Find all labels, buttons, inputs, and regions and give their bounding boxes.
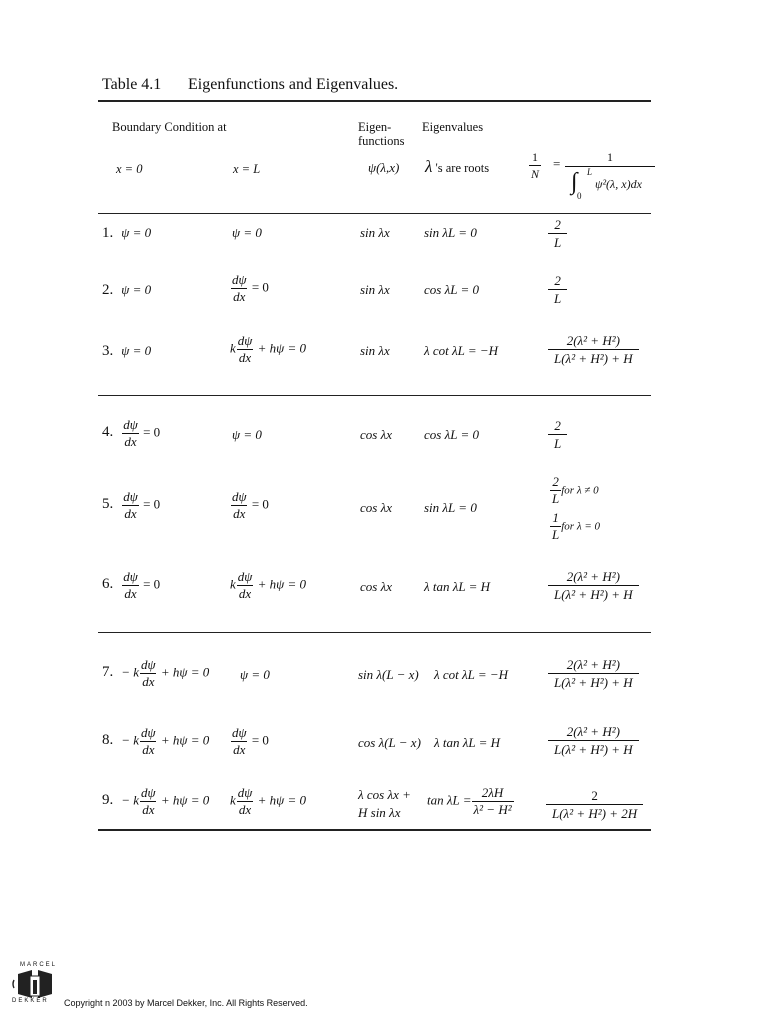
header-eigenvalues: Eigenvalues xyxy=(422,120,484,134)
norm-den: L xyxy=(548,233,567,250)
row5-bcL xyxy=(230,490,269,521)
row7-eigenvalue: λ cot λL = −H xyxy=(434,667,509,682)
bc-before: − k xyxy=(121,664,140,680)
header-boundary-condition: Boundary Condition at xyxy=(112,120,227,134)
frac-den: dx xyxy=(142,674,155,689)
norm-num: 2 xyxy=(554,217,561,232)
header-eigenfunctions: Eigen- functions xyxy=(358,120,405,148)
frac-den: dx xyxy=(142,802,155,817)
frac-num: dψ xyxy=(237,569,253,584)
logo-top-text: MARCEL xyxy=(20,962,58,968)
row3-eigenfunction: sin λx xyxy=(360,343,390,358)
row-number: 1. xyxy=(102,225,114,241)
norm-den: L(λ² + H²) + H xyxy=(548,585,639,602)
row-number: 3. xyxy=(102,343,114,359)
bc-before: k xyxy=(230,340,236,356)
norm-num: 2(λ² + H²) xyxy=(566,333,620,348)
bc0-text: ψ = 0 xyxy=(121,343,152,358)
table-title: Eigenfunctions and Eigenvalues. xyxy=(188,76,399,93)
row7-bcL: ψ = 0 xyxy=(240,667,270,682)
row1-eigenfunction: sin λx xyxy=(360,225,390,240)
group-rule-1 xyxy=(98,395,651,396)
bc-before: k xyxy=(230,576,236,592)
bc-before: − k xyxy=(121,792,140,808)
frac-den: dx xyxy=(124,586,137,601)
row2-eigenfunction: sin λx xyxy=(360,282,390,297)
row6-norm xyxy=(548,569,639,602)
group-rule-2 xyxy=(98,632,651,633)
integral-upper-limit: L xyxy=(587,167,593,177)
row-number: 4. xyxy=(102,424,114,441)
copyright-notice: Copyright n 2003 by Marcel Dekker, Inc. All Rights Reserved. xyxy=(64,998,308,1008)
norm-num: 2(λ² + H²) xyxy=(566,724,620,739)
row5-bc0 xyxy=(102,490,160,521)
bc-after: + hψ = 0 xyxy=(160,792,210,808)
bottom-rule xyxy=(98,829,651,831)
bc-after: + hψ = 0 xyxy=(160,732,210,748)
publisher-footer xyxy=(12,962,308,1012)
publisher-logo xyxy=(12,962,58,1008)
norm-num: 2 xyxy=(554,418,561,433)
norm-lhs-num: 1 xyxy=(532,150,538,164)
row-number: 6. xyxy=(102,576,114,593)
table-number: Table 4.1 xyxy=(102,76,162,93)
norm-lhs xyxy=(529,150,541,181)
eigval-before: tan λL = xyxy=(427,792,472,808)
row8-bcL xyxy=(230,726,269,757)
frac-num: dψ xyxy=(141,785,156,800)
row-number: 7. xyxy=(102,664,114,681)
frac-num: dψ xyxy=(232,489,247,504)
row6-eigenfunction: cos λx xyxy=(360,579,392,594)
bc-before: − k xyxy=(121,732,140,748)
frac-num: dψ xyxy=(232,272,247,287)
row9-bcL xyxy=(230,786,306,817)
integral-sign: ∫ xyxy=(571,169,578,195)
header-rule xyxy=(98,213,651,214)
norm-rhs-den xyxy=(565,166,655,199)
frac-den: dx xyxy=(233,742,246,757)
bc-after: + hψ = 0 xyxy=(257,340,306,356)
header-psi: ψ(λ,x) xyxy=(368,160,400,175)
row-number: 5. xyxy=(102,496,114,513)
bc-after: = 0 xyxy=(143,424,161,440)
norm-den: L(λ² + H²) + H xyxy=(548,673,639,690)
row9-eigenvalue xyxy=(427,786,514,817)
row2-norm xyxy=(548,273,567,306)
row8-eigenvalue: λ tan λL = H xyxy=(434,735,501,750)
row-number: 8. xyxy=(102,732,114,749)
norm-den: L xyxy=(552,527,560,542)
header-normalization xyxy=(525,150,655,200)
frac-den: dx xyxy=(124,434,137,449)
norm-num: 2 xyxy=(552,474,559,489)
row9-norm xyxy=(546,788,643,821)
row2-bc0 xyxy=(102,283,151,297)
row3-bc0 xyxy=(102,344,151,358)
row4-norm xyxy=(548,418,567,451)
frac-den: dx xyxy=(142,742,155,757)
bc-before: k xyxy=(230,792,236,808)
row8-norm xyxy=(548,724,639,757)
row-number: 9. xyxy=(102,792,114,809)
row5-eigenfunction: cos λx xyxy=(360,500,392,515)
header-roots-symbol: λ xyxy=(425,157,433,176)
frac-den: λ² − H² xyxy=(473,802,512,817)
norm-lhs-den: N xyxy=(531,167,540,181)
bc-after: + hψ = 0 xyxy=(257,576,306,592)
row6-eigenvalue: λ tan λL = H xyxy=(424,579,491,594)
norm-den: L(λ² + H²) + H xyxy=(548,349,639,366)
frac-den: dx xyxy=(233,289,246,304)
row-number: 2. xyxy=(102,282,114,298)
frac-num: dψ xyxy=(237,785,253,800)
integral-lower-limit: 0 xyxy=(577,191,582,201)
header-x0: x = 0 xyxy=(116,162,143,176)
norm-condition: for λ ≠ 0 xyxy=(561,484,599,497)
norm-num: 2 xyxy=(554,273,561,288)
frac-num: dψ xyxy=(141,657,156,672)
frac-den: dx xyxy=(238,586,252,601)
norm-den: L xyxy=(548,434,567,451)
row8-eigenfunction: cos λ(L − x) xyxy=(358,735,421,750)
row3-eigenvalue: λ cot λL = −H xyxy=(424,343,499,358)
frac-num: dψ xyxy=(123,417,138,432)
row4-eigenvalue: cos λL = 0 xyxy=(424,427,479,442)
bc-after: = 0 xyxy=(143,496,161,512)
row4-eigenfunction: cos λx xyxy=(360,427,392,442)
norm-num: 1 xyxy=(552,510,559,525)
bc-after: + hψ = 0 xyxy=(160,664,210,680)
frac-num: dψ xyxy=(232,725,247,740)
row7-norm xyxy=(548,657,639,690)
row3-norm xyxy=(548,333,639,366)
norm-condition: for λ = 0 xyxy=(561,520,601,533)
table-caption xyxy=(102,76,398,94)
row1-bc0 xyxy=(102,226,151,240)
norm-den: L(λ² + H²) + 2H xyxy=(546,804,643,821)
frac-num: dψ xyxy=(123,569,138,584)
norm-num: 2 xyxy=(591,788,598,803)
row8-bc0 xyxy=(102,726,209,757)
bc0-text: ψ = 0 xyxy=(121,282,152,297)
logo-bottom-text: DEKKER xyxy=(12,998,49,1004)
row1-norm xyxy=(548,217,567,250)
row5-norm-a xyxy=(550,475,599,506)
bc-after: = 0 xyxy=(251,732,269,748)
frac-num: dψ xyxy=(237,333,253,348)
bc-after: = 0 xyxy=(251,279,269,295)
frac-num: dψ xyxy=(141,725,156,740)
frac-num: dψ xyxy=(123,489,138,504)
frac-den: dx xyxy=(238,350,252,365)
bc0-text: ψ = 0 xyxy=(121,225,152,240)
frac-num: 2λH xyxy=(481,785,504,800)
frac-den: dx xyxy=(124,506,137,521)
row9-eigenfunction-line2: H sin λx xyxy=(358,805,401,820)
row4-bc0 xyxy=(102,418,160,449)
integrand: ψ²(λ, x)dx xyxy=(595,177,642,191)
row5-norm-b xyxy=(550,511,600,542)
row7-bc0 xyxy=(102,658,209,689)
row1-eigenvalue: sin λL = 0 xyxy=(424,225,477,240)
row5-eigenvalue: sin λL = 0 xyxy=(424,500,477,515)
frac-den: dx xyxy=(238,802,252,817)
row7-eigenfunction: sin λ(L − x) xyxy=(358,667,419,682)
row9-eigenfunction-line1: λ cos λx + xyxy=(358,787,411,802)
norm-den: L(λ² + H²) + H xyxy=(548,740,639,757)
frac-den: dx xyxy=(233,506,246,521)
row2-eigenvalue: cos λL = 0 xyxy=(424,282,479,297)
norm-equals: = xyxy=(553,156,561,171)
norm-num: 2(λ² + H²) xyxy=(566,569,620,584)
top-rule xyxy=(98,100,651,102)
header-roots xyxy=(425,157,490,176)
row2-bcL xyxy=(230,273,269,304)
bc-after: + hψ = 0 xyxy=(257,792,306,808)
row1-bcL: ψ = 0 xyxy=(232,225,262,240)
row6-bcL xyxy=(230,570,306,601)
header-roots-text: 's are roots xyxy=(432,161,490,175)
norm-rhs xyxy=(565,150,655,199)
bc-after: = 0 xyxy=(143,576,161,592)
norm-den: L xyxy=(552,491,560,506)
header-xL: x = L xyxy=(233,162,261,176)
norm-rhs-num: 1 xyxy=(607,150,613,164)
bc-after: = 0 xyxy=(251,496,269,512)
row4-bcL: ψ = 0 xyxy=(232,427,262,442)
row9-bc0 xyxy=(102,786,209,817)
norm-num: 2(λ² + H²) xyxy=(566,657,620,672)
row6-bc0 xyxy=(102,570,160,601)
norm-den: L xyxy=(548,289,567,306)
row3-bcL xyxy=(230,334,306,365)
